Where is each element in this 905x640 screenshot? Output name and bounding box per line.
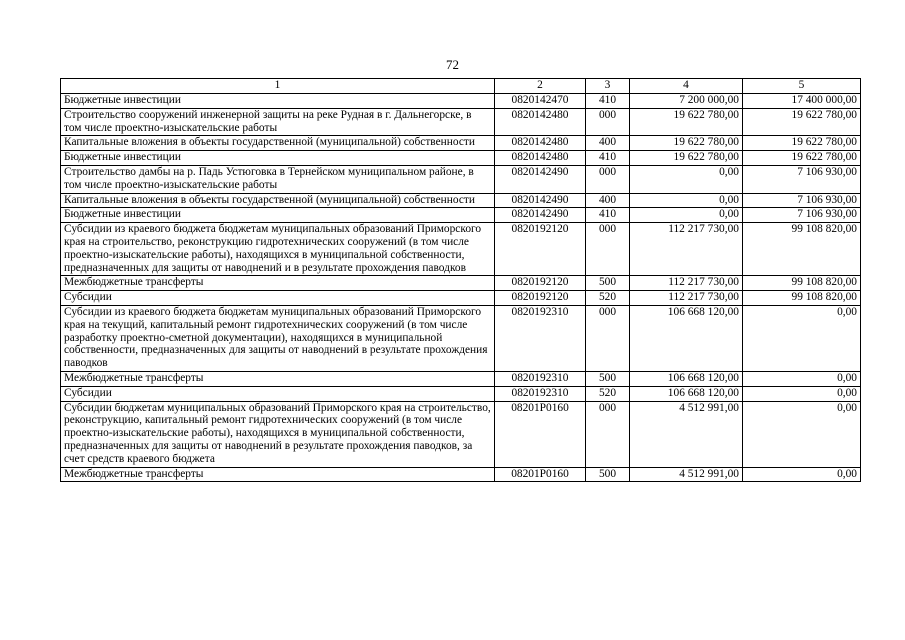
- page-number: 72: [446, 57, 459, 72]
- row-sum2-cell: 0,00: [743, 305, 861, 371]
- row-name-cell: Субсидии из краевого бюджета бюджетам муниципальных образований Приморского края на строительство, реконструкцию гидротехнических сооружений (в том числе проектно-изыскательские работы), находящихся в муниципальной собственности, предназначенных для защиты от наводнений и в результате прохождения паводков: [61, 223, 495, 276]
- row-sum1-cell: 0,00: [630, 193, 743, 208]
- row-name-cell: Межбюджетные трансферты: [61, 276, 495, 291]
- row-name-cell: Строительство сооружений инженерной защиты на реке Рудная в г. Дальнегорске, в том числе проектно-изыскательские работы: [61, 108, 495, 136]
- row-type-cell: 410: [586, 208, 630, 223]
- row-sum1-cell: 19 622 780,00: [630, 108, 743, 136]
- table-header-row: [61, 79, 861, 94]
- row-type-cell: 000: [586, 223, 630, 276]
- row-sum2-cell: 99 108 820,00: [743, 291, 861, 306]
- row-sum2-cell: 7 106 930,00: [743, 165, 861, 193]
- row-code-cell: 0820192310: [495, 305, 586, 371]
- row-type-cell: 000: [586, 305, 630, 371]
- row-sum2-cell: 7 106 930,00: [743, 193, 861, 208]
- column-header: 1: [61, 79, 495, 94]
- row-sum1-cell: 106 668 120,00: [630, 386, 743, 401]
- row-sum1-cell: 106 668 120,00: [630, 371, 743, 386]
- row-sum1-cell: 7 200 000,00: [630, 94, 743, 109]
- budget-table: [60, 78, 861, 482]
- row-name-cell: Субсидии: [61, 386, 495, 401]
- row-sum2-cell: 0,00: [743, 386, 861, 401]
- table-row: [61, 276, 861, 291]
- row-type-cell: 000: [586, 165, 630, 193]
- row-name-cell: Капитальные вложения в объекты государственной (муниципальной) собственности: [61, 193, 495, 208]
- row-sum2-cell: 99 108 820,00: [743, 223, 861, 276]
- table-row: [61, 467, 861, 482]
- row-code-cell: 0820142480: [495, 151, 586, 166]
- row-sum1-cell: 112 217 730,00: [630, 223, 743, 276]
- row-code-cell: 0820142480: [495, 108, 586, 136]
- row-name-cell: Межбюджетные трансферты: [61, 467, 495, 482]
- table-row: [61, 108, 861, 136]
- row-code-cell: 0820142480: [495, 136, 586, 151]
- row-type-cell: 410: [586, 94, 630, 109]
- row-name-cell: Субсидии из краевого бюджета бюджетам муниципальных образований Приморского края на текущий, капитальный ремонт гидротехнических сооружений (в том числе разработку проектно-сметной документации), находящихся в муниципальной собственности, предназначенных для защиты от наводнений в результате прохождения паводков: [61, 305, 495, 371]
- table-row: [61, 94, 861, 109]
- row-type-cell: 520: [586, 291, 630, 306]
- row-code-cell: 0820142470: [495, 94, 586, 109]
- table-row: [61, 165, 861, 193]
- table-row: [61, 193, 861, 208]
- table-row: [61, 223, 861, 276]
- row-type-cell: 000: [586, 108, 630, 136]
- row-code-cell: 0820142490: [495, 165, 586, 193]
- column-header: 4: [630, 79, 743, 94]
- row-type-cell: 500: [586, 371, 630, 386]
- row-name-cell: Капитальные вложения в объекты государственной (муниципальной) собственности: [61, 136, 495, 151]
- row-sum1-cell: 112 217 730,00: [630, 291, 743, 306]
- row-sum2-cell: 99 108 820,00: [743, 276, 861, 291]
- table-row: [61, 401, 861, 467]
- row-sum2-cell: 7 106 930,00: [743, 208, 861, 223]
- column-header: 3: [586, 79, 630, 94]
- row-code-cell: 08201P0160: [495, 401, 586, 467]
- row-name-cell: Межбюджетные трансферты: [61, 371, 495, 386]
- row-type-cell: 400: [586, 136, 630, 151]
- row-name-cell: Бюджетные инвестиции: [61, 151, 495, 166]
- row-code-cell: 0820192120: [495, 223, 586, 276]
- row-code-cell: 0820142490: [495, 208, 586, 223]
- row-type-cell: 000: [586, 401, 630, 467]
- table-row: [61, 151, 861, 166]
- row-name-cell: Строительство дамбы на р. Падь Устюговка в Тернейском муниципальном районе, в том числе проектно-изыскательские работы: [61, 165, 495, 193]
- row-sum2-cell: 0,00: [743, 467, 861, 482]
- row-type-cell: 400: [586, 193, 630, 208]
- row-sum1-cell: 19 622 780,00: [630, 151, 743, 166]
- row-sum2-cell: 19 622 780,00: [743, 108, 861, 136]
- row-sum2-cell: 17 400 000,00: [743, 94, 861, 109]
- row-sum1-cell: 112 217 730,00: [630, 276, 743, 291]
- row-sum2-cell: 19 622 780,00: [743, 136, 861, 151]
- row-sum2-cell: 0,00: [743, 401, 861, 467]
- table-row: [61, 291, 861, 306]
- table-row: [61, 305, 861, 371]
- row-code-cell: 08201P0160: [495, 467, 586, 482]
- table-row: [61, 371, 861, 386]
- row-code-cell: 0820192310: [495, 386, 586, 401]
- row-code-cell: 0820142490: [495, 193, 586, 208]
- row-name-cell: Бюджетные инвестиции: [61, 208, 495, 223]
- row-type-cell: 500: [586, 467, 630, 482]
- row-sum2-cell: 0,00: [743, 371, 861, 386]
- row-code-cell: 0820192120: [495, 291, 586, 306]
- row-sum1-cell: 4 512 991,00: [630, 467, 743, 482]
- row-sum1-cell: 4 512 991,00: [630, 401, 743, 467]
- row-name-cell: Субсидии бюджетам муниципальных образований Приморского края на строительство, реконструкцию, капитальный ремонт гидротехнических сооружений (в том числе проектно-изыскательские работы), находящихся в муниципальной собственности, предназначенных для защиты от наводнений в результате прохождения паводков, за счет средств краевого бюджета: [61, 401, 495, 467]
- row-sum1-cell: 106 668 120,00: [630, 305, 743, 371]
- row-sum1-cell: 0,00: [630, 165, 743, 193]
- table-row: [61, 386, 861, 401]
- row-type-cell: 500: [586, 276, 630, 291]
- row-code-cell: 0820192310: [495, 371, 586, 386]
- row-sum2-cell: 19 622 780,00: [743, 151, 861, 166]
- column-header: 2: [495, 79, 586, 94]
- row-name-cell: Бюджетные инвестиции: [61, 94, 495, 109]
- row-type-cell: 520: [586, 386, 630, 401]
- row-sum1-cell: 19 622 780,00: [630, 136, 743, 151]
- row-code-cell: 0820192120: [495, 276, 586, 291]
- row-type-cell: 410: [586, 151, 630, 166]
- row-name-cell: Субсидии: [61, 291, 495, 306]
- table-row: [61, 136, 861, 151]
- row-sum1-cell: 0,00: [630, 208, 743, 223]
- table-row: [61, 208, 861, 223]
- column-header: 5: [743, 79, 861, 94]
